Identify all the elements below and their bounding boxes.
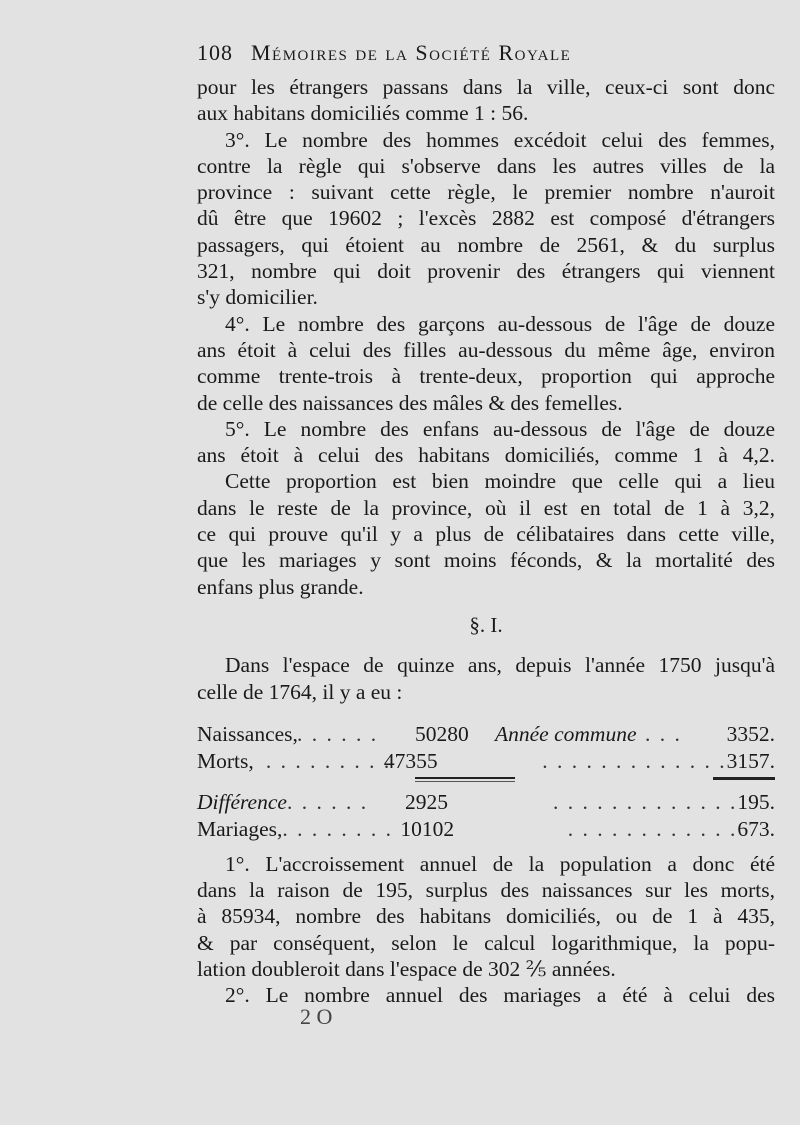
text-line: à 85934, nombre des habitans domiciliés, ou de 1 à 435, <box>197 904 775 929</box>
statistics-table <box>197 721 775 843</box>
row-annual: 3157. <box>726 748 775 773</box>
text-line: que les mariages y sont moins féconds, & la mortalité des <box>197 548 775 573</box>
text-line: & par conséquent, selon le calcul logarithmique, la popu- <box>197 930 775 955</box>
sum-rules <box>197 775 775 789</box>
section-heading: §. I. <box>469 612 503 637</box>
text-line: celle de 1764, il y a eu : <box>197 679 403 704</box>
table-row <box>197 816 775 843</box>
paragraph-3 <box>197 127 775 311</box>
leader-dots: . . . . . . <box>297 721 379 746</box>
text-line: contre la règle qui s'observe dans les autres villes de la <box>197 153 775 178</box>
text-line: dans la raison de 195, surplus des naissances sur les morts, <box>197 878 775 903</box>
leader-dots: . . . . . . <box>286 789 369 814</box>
page-body <box>197 74 775 1009</box>
text-line: comme trente-trois à trente-deux, proportion qui approche <box>197 364 775 389</box>
paragraph-6 <box>197 468 775 599</box>
text-line: aux habitans domiciliés comme 1 : 56. <box>197 101 529 126</box>
text-line: 1°. L'accroissement annuel de la population a donc été <box>225 851 775 876</box>
row-label: Morts, <box>197 748 254 773</box>
paragraph-5 <box>197 416 775 469</box>
intro-paragraph <box>197 652 775 705</box>
text-line: s'y domicilier. <box>197 285 318 310</box>
paragraph-continued <box>197 74 775 127</box>
text-line: enfans plus grande. <box>197 574 364 599</box>
leader-dots: . . . . . . . . . . . . . <box>542 748 727 773</box>
rule-line <box>415 777 515 779</box>
text-line: de celle des naissances des mâles & des femelles. <box>197 390 623 415</box>
leader-dots: . . . . . . . . . . . . <box>567 816 738 841</box>
row-total: 2925 <box>404 789 448 814</box>
text-line: 3°. Le nombre des hommes excédoit celui des femmes, <box>225 127 775 152</box>
text-line: passagers, qui étoient au nombre de 2561, & du surplus <box>197 232 775 257</box>
text-line: pour les étrangers passans dans la ville, ceux-ci sont donc <box>197 75 775 99</box>
page-number: 108 <box>197 40 233 65</box>
table-row <box>197 748 775 775</box>
text-line: 2°. Le nombre annuel des mariages a été à celui des <box>225 983 775 1008</box>
row-label: Différence <box>197 789 287 814</box>
row-total: 47355 <box>383 748 438 773</box>
leader-dots: . . . <box>645 721 682 746</box>
row-label: Naissances, <box>197 721 298 746</box>
text-line: ce qui prouve qu'il y a plus de célibataires dans cette ville, <box>197 522 775 547</box>
row-annual: 673. <box>737 816 775 841</box>
text-line: province : suivant cette règle, le premier nombre n'auroit <box>197 180 775 205</box>
rule-line <box>713 777 775 780</box>
paragraph-8 <box>197 982 775 1008</box>
paragraph-4 <box>197 311 775 416</box>
row-annual: 195. <box>737 789 775 814</box>
page-header <box>197 40 777 66</box>
table-row <box>197 789 775 816</box>
running-title: Mémoires de la Société Royale <box>251 40 572 65</box>
rule-line <box>415 781 515 782</box>
row-label: Mariages, <box>197 816 283 841</box>
row-annual: 3352. <box>726 721 775 746</box>
text-line: Dans l'espace de quinze ans, depuis l'année 1750 jusqu'à <box>225 653 775 678</box>
text-line: 321, nombre qui doit provenir des étrangers qui viennent <box>197 259 775 284</box>
text-line: dans le reste de la province, où il est en total de 1 à 3,2, <box>197 495 775 520</box>
paragraph-7 <box>197 851 775 982</box>
leader-dots: . . . . . . . . . . . . . <box>553 789 738 814</box>
text-line: Cette proportion est bien moindre que celle qui a lieu <box>225 469 775 494</box>
text-line: 4°. Le nombre des garçons au-dessous de l'âge de douze <box>225 311 775 336</box>
leader-dots: . . . . . . . . <box>282 816 393 841</box>
row-total: 10102 <box>400 816 455 841</box>
annee-commune-label: Année commune <box>495 721 637 746</box>
footer-signature-mark: 2 O <box>300 1004 333 1029</box>
row-total: 50280 <box>415 721 469 746</box>
table-row <box>197 721 775 748</box>
leader-dots: . . . . . . . . . <box>265 748 392 773</box>
text-line: ans étoit à celui des habitans domiciliés, comme 1 à 4,2. <box>197 443 775 468</box>
text-line: 5°. Le nombre des enfans au-dessous de l'âge de douze <box>225 416 775 441</box>
text-line: dû être que 19602 ; l'excès 2882 est composé d'étrangers <box>197 206 775 231</box>
text-line: lation doubleroit dans l'espace de 302 ⅖ années. <box>197 957 616 982</box>
text-line: ans étoit à celui des filles au-dessous du même âge, environ <box>197 337 775 362</box>
